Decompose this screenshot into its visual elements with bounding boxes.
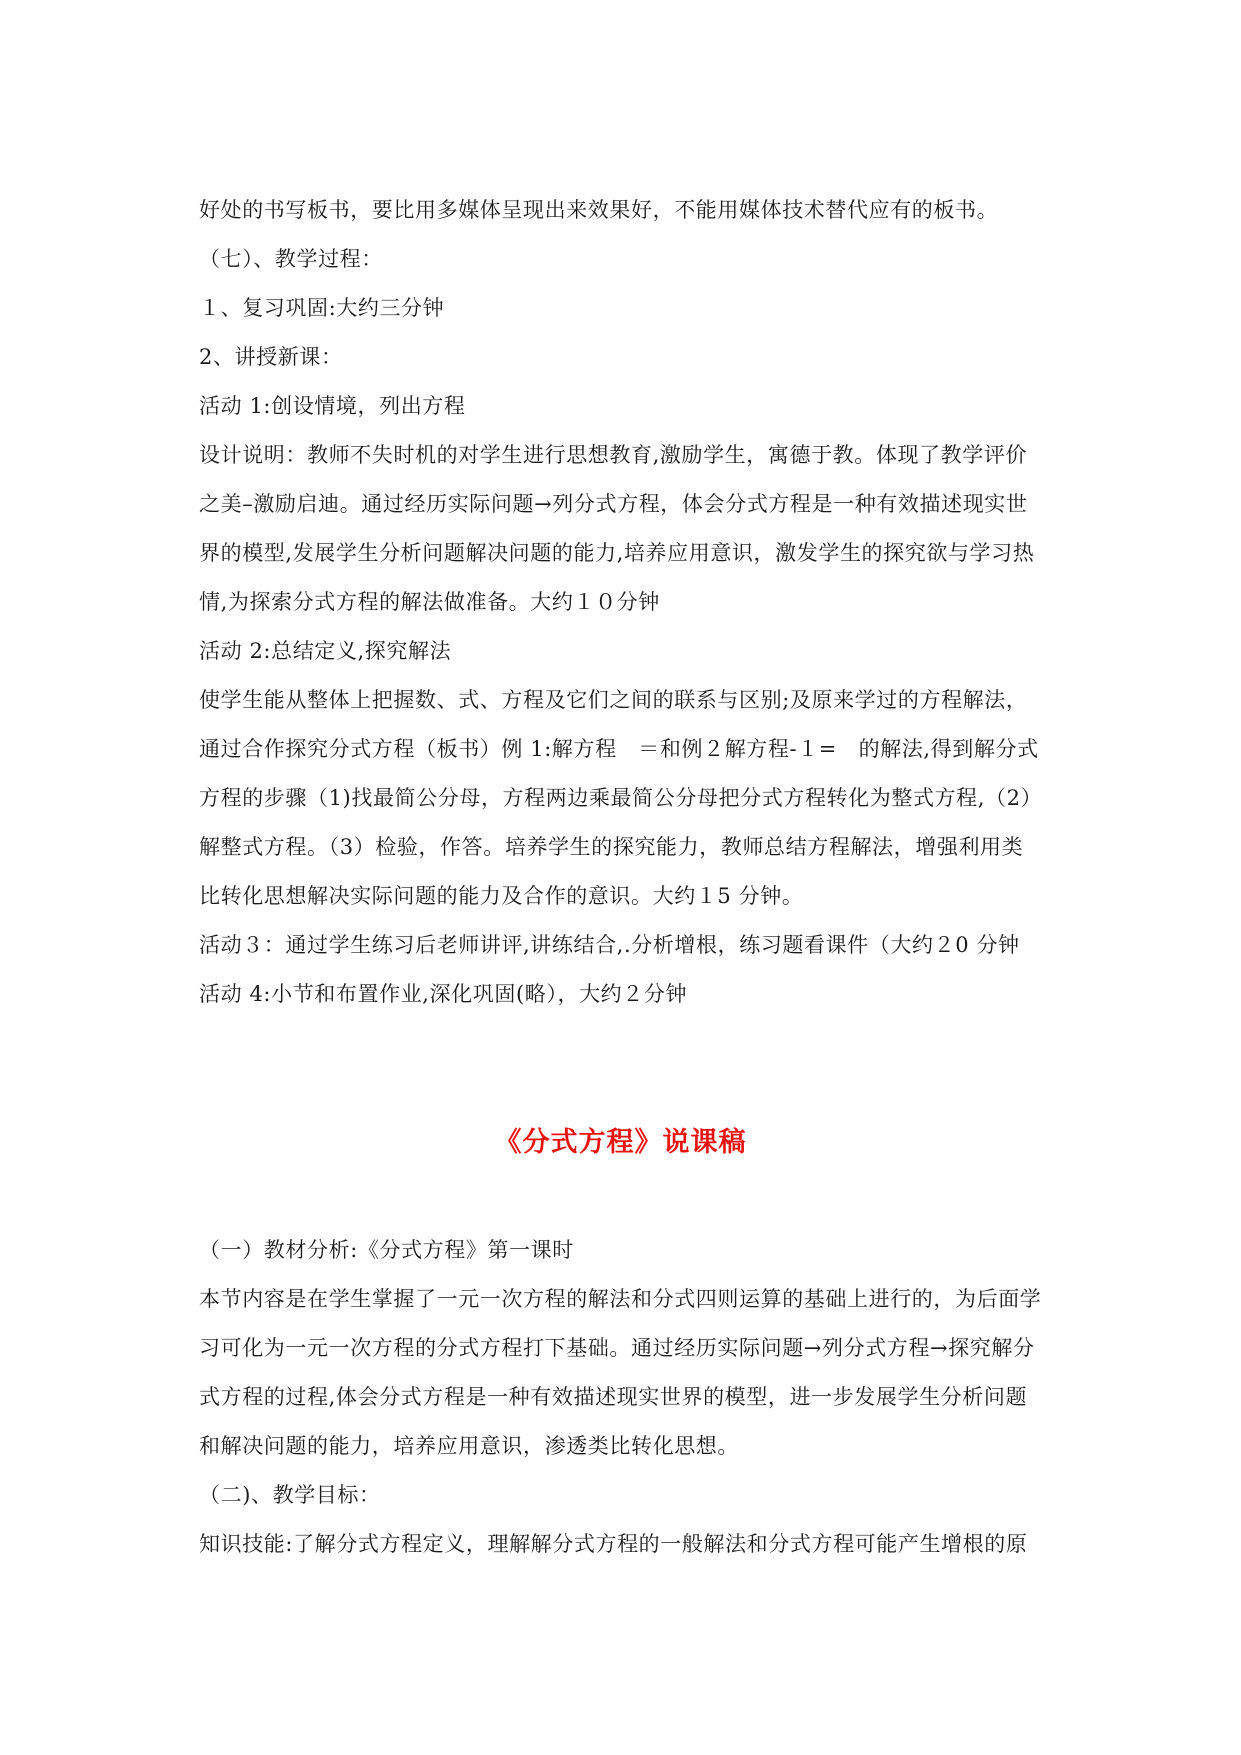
paragraph-line: 使学生能从整体上把握数、式、方程及它们之间的联系与区别;及原来学过的方程解法， — [199, 688, 1028, 712]
paragraph-line: 方程的步骤（1)找最简公分母，方程两边乘最简公分母把分式方程转化为整式方程,（2） — [199, 786, 1043, 810]
paragraph-line: 界的模型,发展学生分析问题解决问题的能力,培养应用意识，激发学生的探究欲与学习热 — [199, 541, 1035, 565]
paragraph-line: 知识技能:了解分式方程定义，理解解分式方程的一般解法和分式方程可能产生增根的原 — [199, 1532, 1028, 1556]
step-line: １、复习巩固:大约三分钟 — [199, 296, 445, 320]
activity-heading: 活动 4:小节和布置作业,深化巩固(略），大约２分钟 — [199, 982, 688, 1006]
paragraph-line: 通过合作探究分式方程（板书）例 1:解方程 ＝和例２解方程-１= 的解法,得到解分式 — [199, 737, 1039, 761]
paragraph-line: 比转化思想解决实际问题的能力及合作的意识。大约１5 分钟。 — [199, 884, 804, 908]
paragraph-line: 解整式方程。（3）检验，作答。培养学生的探究能力，教师总结方程解法，增强利用类 — [199, 835, 1024, 859]
section-heading: （一）教材分析:《分式方程》第一课时 — [199, 1238, 574, 1262]
paragraph-line: 之美–激励启迪。通过经历实际问题→列分式方程，体会分式方程是一种有效描述现实世 — [199, 492, 1028, 516]
activity-heading: 活动３：通过学生练习后老师讲评,讲练结合,.分析增根，练习题看课件（大约２0 分钟 — [199, 933, 1020, 957]
paragraph-line: 式方程的过程,体会分式方程是一种有效描述现实世界的模型，进一步发展学生分析问题 — [199, 1385, 1028, 1409]
paragraph-line: 习可化为一元一次方程的分式方程打下基础。通过经历实际问题→列分式方程→探究解分 — [199, 1336, 1035, 1360]
section-heading: （七）、教学过程： — [199, 247, 383, 271]
activity-heading: 活动 2:总结定义,探究解法 — [199, 639, 452, 663]
paragraph-line: 设计说明：教师不失时机的对学生进行思想教育,激励学生，寓德于教。体现了教学评价 — [199, 443, 1028, 467]
step-line: 2、讲授新课： — [199, 345, 343, 369]
paragraph-line: 情,为探索分式方程的解法做准备。大约１０分钟 — [199, 590, 660, 614]
paragraph-line: 和解决问题的能力，培养应用意识，渗透类比转化思想。 — [199, 1434, 739, 1458]
activity-heading: 活动 1:创设情境，列出方程 — [199, 394, 466, 418]
document-title: 《分式方程》说课稿 — [494, 1127, 747, 1158]
paragraph-line: 好处的书写板书，要比用多媒体呈现出来效果好，不能用媒体技术替代应有的板书。 — [199, 198, 999, 222]
section-heading: （二)、教学目标： — [199, 1483, 381, 1507]
paragraph-line: 本节内容是在学生掌握了一元一次方程的解法和分式四则运算的基础上进行的，为后面学 — [199, 1287, 1042, 1311]
